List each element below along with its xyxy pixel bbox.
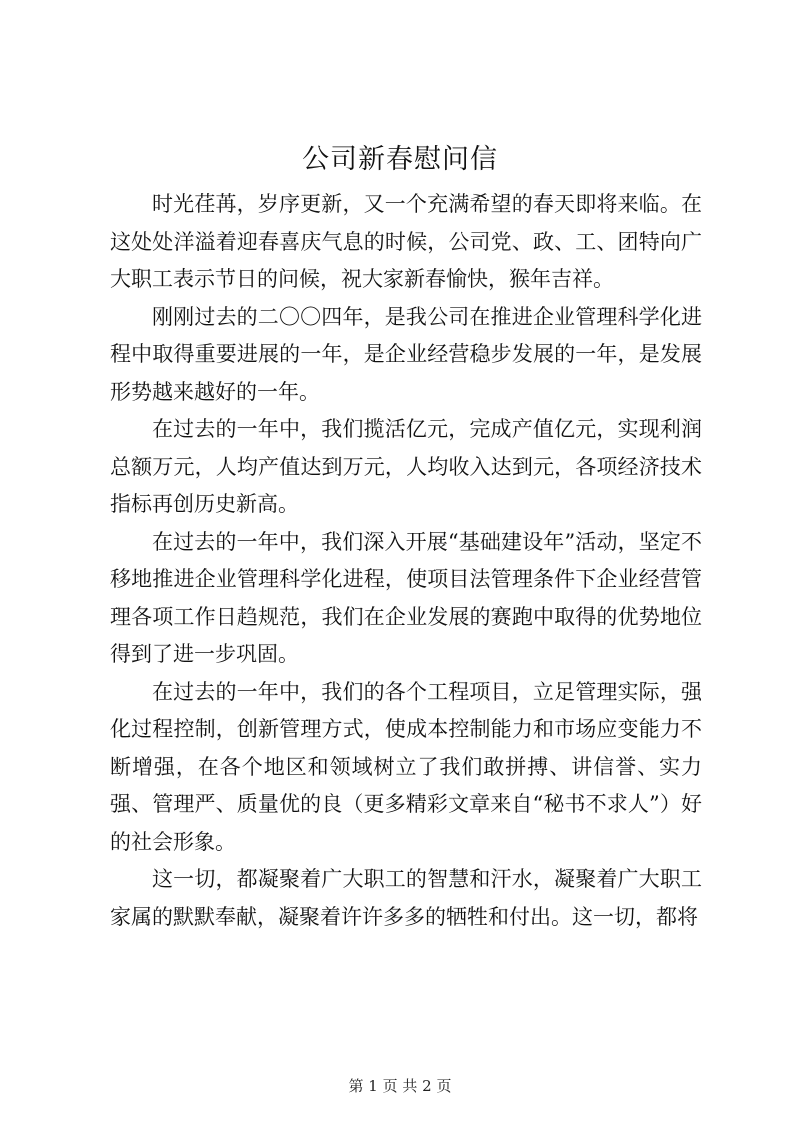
paragraph-5: 在过去的一年中，我们的各个工程项目，立足管理实际，强化过程控制，创新管理方式，使成本控制能力和市场应变能力不断增强，在各个地区和领域树立了我们敢拼搏、讲信誉、实力强、管理严、质量优的良（更多精彩文章来自“秘书不求人”）好的社会形象。 — [110, 679, 702, 854]
page-number-footer: 第 1 页 共 2 页 — [348, 1077, 452, 1095]
paragraph-4: 在过去的一年中，我们深入开展“基础建设年”活动，坚定不移地推进企业管理科学化进程，使项目法管理条件下企业经营管理各项工作日趋规范，我们在企业发展的赛跑中取得的优势地位得到了进一步巩固。 — [110, 529, 702, 666]
paragraph-6: 这一切，都凝聚着广大职工的智慧和汗水，凝聚着广大职工家属的默默奉献，凝聚着许许多多的牺牲和付出。这一切，都将 — [110, 867, 702, 929]
paragraph-3: 在过去的一年中，我们揽活亿元，完成产值亿元，实现利润总额万元，人均产值达到万元，人均收入达到元，各项经济技术指标再创历史新高。 — [110, 417, 702, 516]
paragraph-2: 刚刚过去的二〇〇四年，是我公司在推进企业管理科学化进程中取得重要进展的一年，是企业经营稳步发展的一年，是发展形势越来越好的一年。 — [110, 304, 702, 404]
paragraph-1: 时光荏苒，岁序更新，又一个充满希望的春天即将来临。在这处处洋溢着迎春喜庆气息的时候，公司党、政、工、团特向广大职工表示节日的问候，祝大家新春愉快，猴年吉祥。 — [110, 192, 702, 291]
document-body — [110, 186, 702, 936]
document-title: 公司新春慰问信 — [302, 144, 498, 175]
